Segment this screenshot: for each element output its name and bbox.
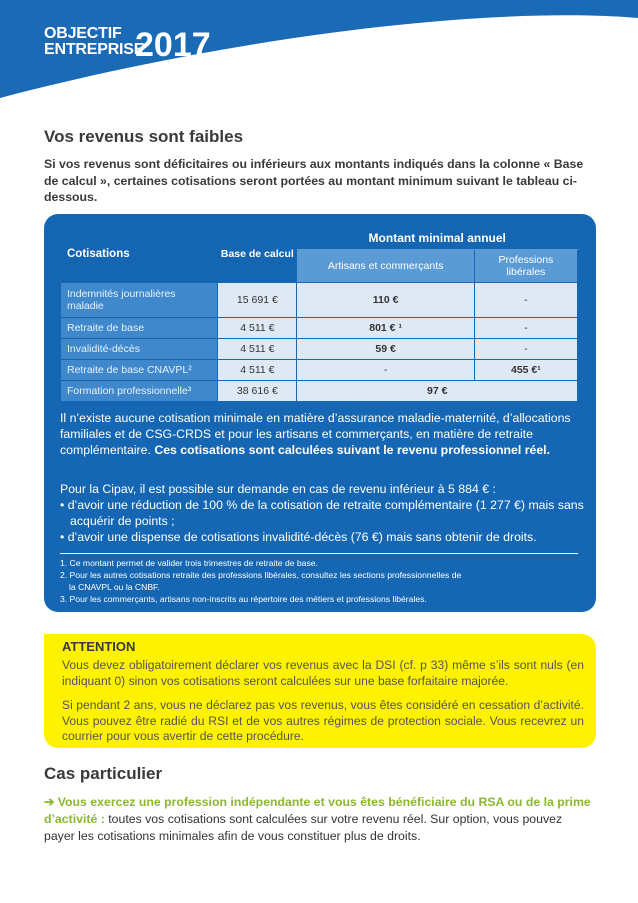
row-label: Indemnités journalières maladie (61, 283, 218, 318)
th-liberales: Professions libérales (474, 250, 577, 283)
info-box (44, 214, 596, 612)
table-row (61, 283, 578, 318)
logo-line2: ENTREPRISE (44, 41, 145, 58)
intro-text: Si vos revenus sont déficitaires ou inférieurs aux montants indiqués dans la colonne « Base de calcul », certaines cotisations seront portées au montant minimum suivant le tableau ci-dessous. (44, 157, 584, 204)
row-liberales: 455 €¹ (474, 360, 577, 381)
row-artisans: 801 € ¹ (297, 318, 474, 339)
row-artisans: 59 € (297, 339, 474, 360)
footnotes (60, 557, 580, 605)
footnote-2-cont: la CNAVPL ou la CNBF. (69, 582, 160, 592)
logo (44, 25, 211, 64)
attention-paragraph-2: Si pendant 2 ans, vous ne déclarez pas vos revenus, vous êtes considéré en cessation d’activité. Vous pouvez être radié du RSI et de vos autres régimes de protection sociale. Vous recevrez un courrier pour vous avertir de cette procédure. (62, 698, 584, 743)
arrow-right-icon: ➔ (44, 795, 58, 809)
table-row (61, 318, 578, 339)
footnote-3: 3. Pour les commerçants, artisans non-inscrits au répertoire des métiers et professions libérales. (60, 594, 427, 604)
cipav-bullet-1: • d’avoir une réduction de 100 % de la cotisation de retraite complémentaire (1 277 €) mais sans acquérir de points ; (60, 498, 584, 528)
th-cotisations: Cotisations (61, 226, 218, 283)
cas-paragraph (44, 794, 596, 845)
table-row (61, 360, 578, 381)
table-row (61, 381, 578, 402)
logo-line1: OBJECTIF (44, 25, 122, 42)
row-artisans: - (297, 360, 474, 381)
row-label: Formation professionnelle³ (61, 381, 218, 402)
no-minimum-bold: Ces cotisations sont calculées suivant le revenu professionnel réel. (154, 443, 551, 457)
logo-year: 2017 (135, 26, 211, 64)
section-title: Vos revenus sont faibles (44, 127, 244, 146)
attention-paragraph-1: Vous devez obligatoirement déclarer vos revenus avec la DSI (cf. p 33) même s’ils sont nuls (en indiquant 0) sinon vos cotisations seront calculées sur une base forfaitaire majorée. (62, 658, 584, 688)
row-liberales: - (474, 318, 577, 339)
notes-divider (60, 553, 578, 554)
row-label: Retraite de base CNAVPL² (61, 360, 218, 381)
row-base: 4 511 € (218, 318, 297, 339)
row-label: Invalidité-décès (61, 339, 218, 360)
row-base: 4 511 € (218, 339, 297, 360)
no-minimum-text: Il n’existe aucune cotisation minimale en matière d’assurance maladie-maternité, d’allocations familiales et de CSG-CRDS et pour les artisans et commerçants, en matière de retraite complémentaire. (60, 411, 571, 457)
th-base: Base de calcul (218, 226, 297, 283)
no-minimum-paragraph (60, 410, 580, 458)
row-merged-value: 97 € (297, 381, 578, 402)
footnote-2: 2. Pour les autres cotisations retraite des professions libérales, consultez les sections professionnelles de (60, 570, 462, 580)
cas-highlight: Vous exercez une profession indépendante et vous êtes bénéficiaire du RSA ou de la prime d’activité : (44, 795, 591, 826)
row-liberales: - (474, 283, 577, 318)
th-montant: Montant minimal annuel (297, 226, 578, 250)
row-base: 15 691 € (218, 283, 297, 318)
cipav-bullet-2: • d’avoir une dispense de cotisations invalidité-décès (76 €) mais sans obtenir de droits. (60, 530, 537, 544)
attention-title: ATTENTION (62, 639, 136, 654)
footnote-1: 1. Ce montant permet de valider trois trimestres de retraite de base. (60, 558, 318, 568)
table-row (61, 339, 578, 360)
row-base: 4 511 € (218, 360, 297, 381)
row-base: 38 616 € (218, 381, 297, 402)
cas-title: Cas particulier (44, 764, 163, 783)
row-artisans: 110 € (297, 283, 474, 318)
attention-box (44, 634, 596, 748)
cipav-paragraph: Pour la Cipav, il est possible sur demande en cas de revenu inférieur à 5 884 € : (60, 482, 496, 496)
cas-text: toutes vos cotisations sont calculées sur votre revenu réel. Sur option, vous pouvez payer les cotisations minimales afin de vous constituer plus de droits. (44, 812, 563, 843)
row-label: Retraite de base (61, 318, 218, 339)
row-liberales: - (474, 339, 577, 360)
cotisations-table (60, 225, 578, 402)
th-artisans: Artisans et commerçants (297, 250, 474, 283)
